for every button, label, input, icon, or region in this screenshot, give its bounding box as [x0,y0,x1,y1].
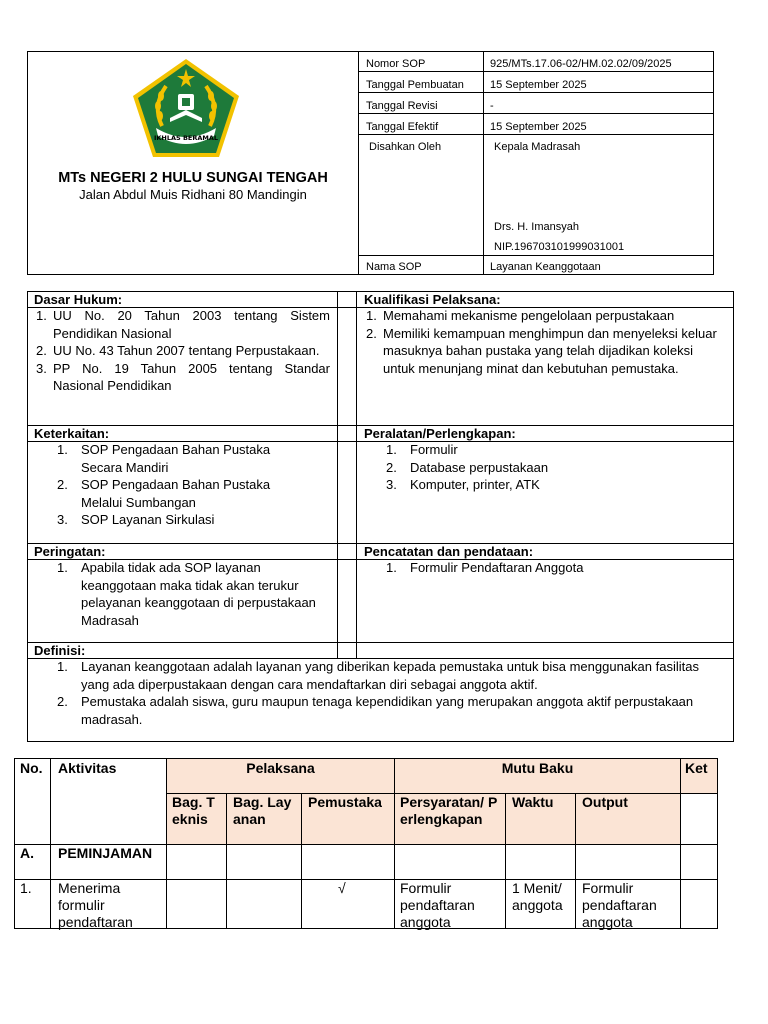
col-header-output: Output [582,794,628,810]
tanggal-efektif-value: 15 September 2025 [490,121,587,133]
peringatan-list [57,559,332,629]
col-header-aktivitas: Aktivitas [58,760,117,776]
disahkan-value: Kepala Madrasah [494,141,581,153]
col-header-persyaratan: Persyaratan/ Perlengkapan [400,794,498,827]
list-item: 1. Apabila tidak ada SOP layanan keanggotaan maka tidak akan terukur pelayanan keanggotaan di perpustakaan Madrasah [57,560,316,628]
nama-sop-label: Nama SOP [366,261,422,273]
nomor-sop-value: 925/MTs.17.06-02/HM.02.02/09/2025 [490,58,672,70]
list-item: 3. PP No. 19 Tahun 2005 tentang Standar Nasional Pendidikan [36,360,330,393]
list-item: 1. Layanan keanggotaan adalah layanan yang diberikan kepada pemustaka untuk bisa menggunakan fasilitas yang ada diperpustakaan dengan cara mendaftarkan diri sebagai anggota aktif. [57,659,699,692]
school-address: Jalan Abdul Muis Ridhani 80 Mandingin [79,187,307,202]
signer-nip: NIP.196703101999031001 [494,241,625,253]
kualifikasi-title: Kualifikasi Pelaksana: [364,292,501,307]
keterkaitan-list [57,441,297,529]
list-item: 1. Memahami mekanisme pengelolaan perpustakaan [366,308,675,323]
tanggal-revisi-value: - [490,100,494,112]
list-item: 2. Pemustaka adalah siswa, guru maupun tenaga kependidikan yang merupakan anggota aktif perpustakaan madrasah. [57,694,694,727]
list-item: 2. Memiliki kemampuan menghimpun dan menyeleksi keluar masuknya bahan pustaka yang telah dijadikan koleksi untuk menunjang minat dan kebutuhan pemustaka. [366,325,717,376]
nama-sop-value: Layanan Keanggotaan [490,261,601,273]
row1-aktivitas: Menerima formulir pendaftaran [58,880,133,930]
col-header-no: No. [20,760,43,776]
tanggal-pembuatan-value: 15 September 2025 [490,79,587,91]
keterkaitan-title: Keterkaitan: [34,426,110,441]
col-header-pelaksana: Pelaksana [246,760,315,776]
kemenag-emblem-icon [130,56,242,161]
signer-name: Drs. H. Imansyah [494,221,579,233]
dasar-hukum-title: Dasar Hukum: [34,292,123,307]
kualifikasi-list [366,307,724,377]
peralatan-title: Peralatan/Perlengkapan: [364,426,516,441]
list-item: 1. Formulir [386,442,458,457]
tanggal-revisi-label: Tanggal Revisi [366,100,438,112]
disahkan-label: Disahkan Oleh [369,141,442,153]
list-item: 1. Formulir Pendaftaran Anggota [386,560,584,575]
row1-number: 1. [20,880,32,896]
peringatan-title: Peringatan: [34,544,106,559]
list-item: 2. SOP Pengadaan Bahan Pustaka Melalui Sumbangan [57,477,271,510]
col-header-ket: Ket [685,760,708,776]
row1-persyaratan: Formulir pendaftaran anggota [400,880,475,930]
col-header-pemustaka: Pemustaka [308,794,382,810]
dasar-hukum-list [36,307,330,395]
tanggal-pembuatan-label: Tanggal Pembuatan [366,79,464,91]
nomor-sop-label: Nomor SOP [366,58,426,70]
col-header-mutu-baku: Mutu Baku [501,760,574,776]
peralatan-list [386,441,716,494]
list-item: 3. SOP Layanan Sirkulasi [57,512,215,527]
tanggal-efektif-label: Tanggal Efektif [366,121,439,133]
col-header-bag-layanan: Bag. Layanan [233,794,292,827]
list-item: 2. Database perpustakaan [386,459,549,475]
section-a-number: A. [20,845,34,861]
school-logo [130,56,242,161]
svg-text:IKHLAS BERAMAL: IKHLAS BERAMAL [153,134,219,142]
info-grid [359,51,714,275]
list-item: 1. SOP Pengadaan Bahan Pustaka Secara Mandiri [57,442,271,475]
definisi-title: Definisi: [34,643,86,658]
list-item: 2. UU No. 43 Tahun 2007 tentang Perpustakaan. [36,343,320,358]
section-a-label: PEMINJAMAN [58,845,153,861]
pencatatan-title: Pencatatan dan pendataan: [364,544,534,559]
list-item: 1. UU No. 20 Tahun 2003 tentang Sistem Pendidikan Nasional [36,308,330,341]
pencatatan-list [386,559,716,577]
row1-pemustaka-check: √ [338,880,346,896]
col-header-bag-teknis: Bag. Teknis [172,794,215,827]
col-header-waktu: Waktu [512,794,554,810]
row1-output: Formulir pendaftaran anggota [582,880,657,930]
list-item: 3. Komputer, printer, ATK [386,477,540,492]
definisi-list [57,658,717,728]
activity-table [14,758,718,929]
row1-waktu: 1 Menit/ anggota [512,880,563,913]
school-name: MTs NEGERI 2 HULU SUNGAI TENGAH [58,170,328,186]
